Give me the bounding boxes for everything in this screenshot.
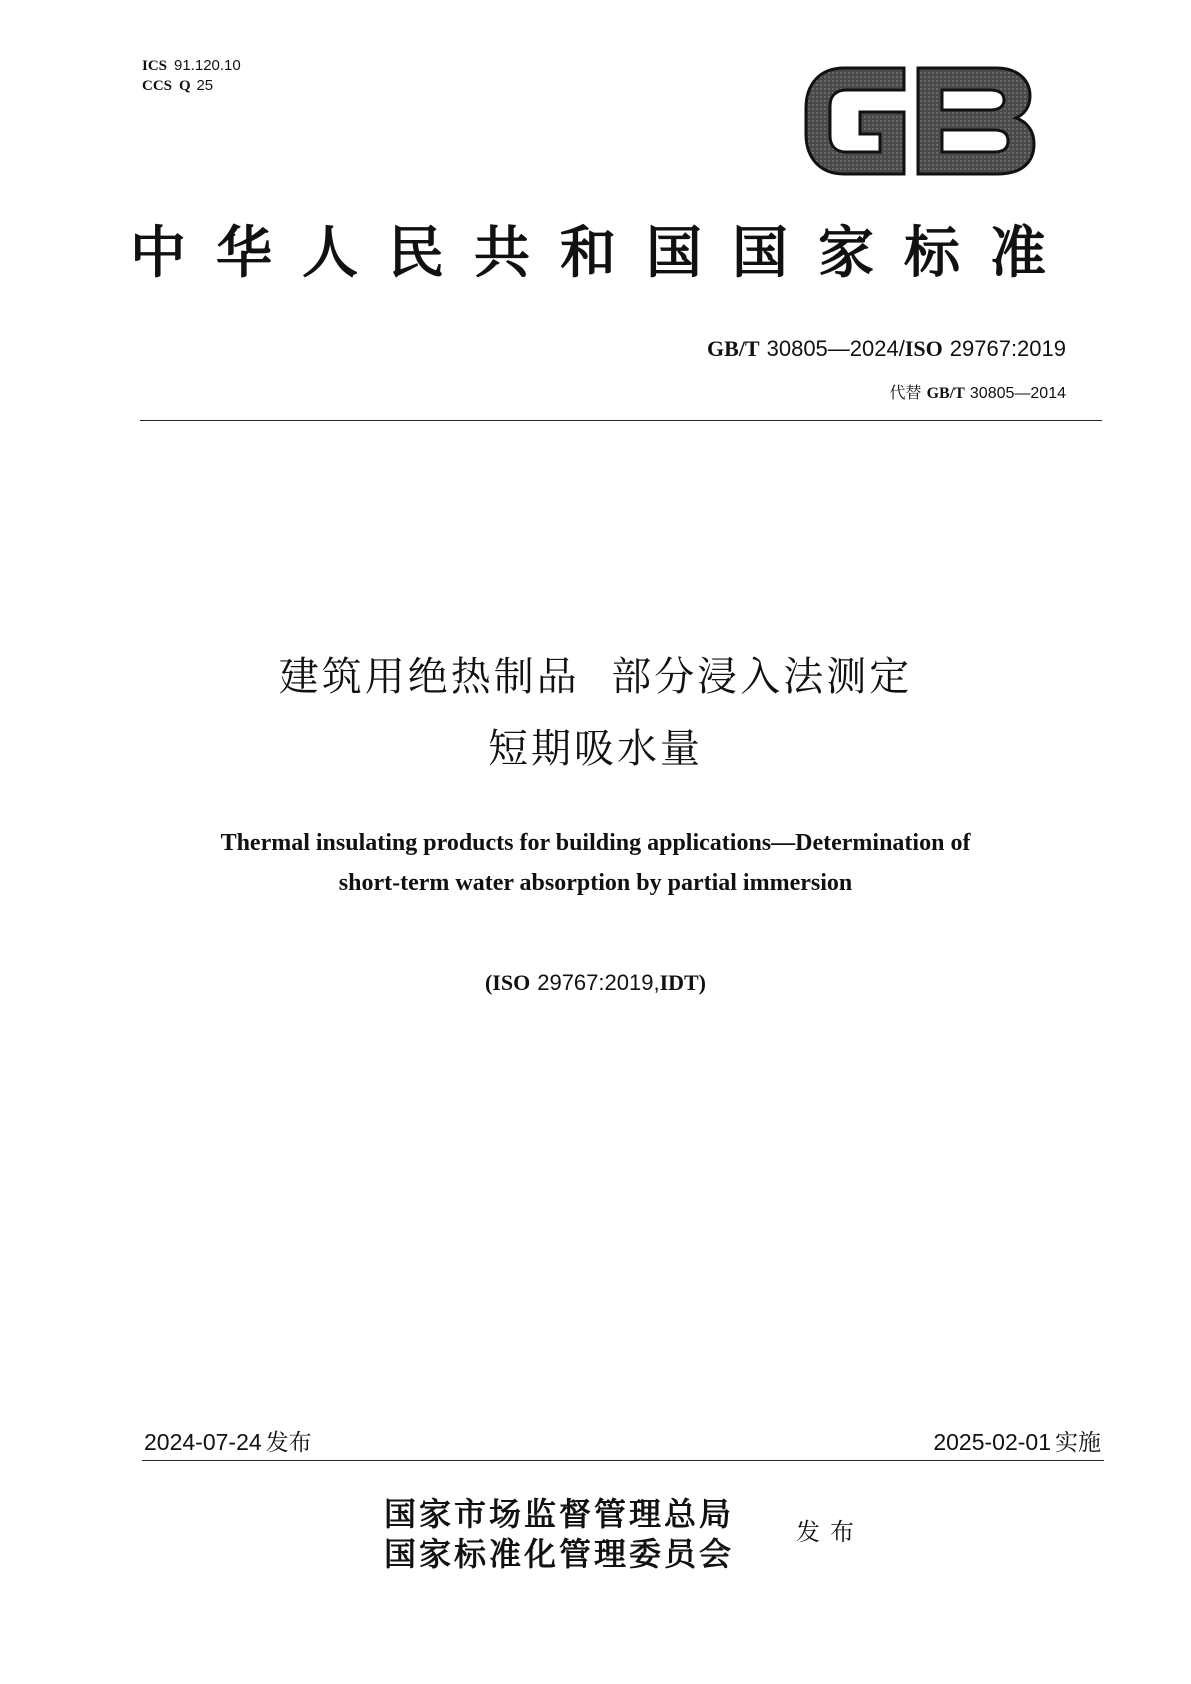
implementation-date bbox=[933, 1424, 1101, 1457]
publish-label: 发布 bbox=[796, 1518, 864, 1546]
gbt-prefix: GB/T bbox=[707, 336, 760, 361]
iso-prefix: ISO bbox=[904, 336, 943, 361]
gb-logo-g-shape bbox=[806, 68, 904, 174]
english-title-line1: Thermal insulating products for building applications—Determination of bbox=[220, 830, 971, 856]
replaces-number: 30805—2014 bbox=[969, 385, 1066, 402]
ccs-label: CCS bbox=[142, 78, 173, 94]
publisher-sac: 国家标准化管理委员会 bbox=[384, 1535, 735, 1573]
adoption-close: IDT) bbox=[659, 970, 707, 995]
standard-number bbox=[707, 336, 1066, 362]
chinese-title-line2: 短期吸水量 bbox=[488, 726, 703, 772]
english-title-line2: short-term water absorption by partial immersion bbox=[338, 870, 853, 896]
adoption-open: (ISO bbox=[484, 970, 531, 995]
chinese-title-line1: 建筑用绝热制品 部分浸入法测定 bbox=[278, 654, 913, 700]
classification-codes bbox=[142, 56, 241, 96]
issue-date-value: 2024-07-24 bbox=[144, 1429, 262, 1455]
iso-number: 29767:2019 bbox=[949, 336, 1066, 361]
ccs-letter: Q bbox=[179, 78, 191, 94]
issue-date bbox=[144, 1424, 312, 1457]
issue-date-label: 发布 bbox=[265, 1430, 312, 1456]
ics-code bbox=[142, 56, 241, 76]
publisher-samr: 国家市场监督管理总局 bbox=[384, 1495, 735, 1533]
ccs-number: 25 bbox=[196, 77, 214, 94]
national-standard-title: 中华人民共和国国家标准 bbox=[130, 221, 1076, 286]
top-divider bbox=[140, 420, 1102, 421]
gb-logo-b-shape bbox=[918, 68, 1034, 174]
bottom-divider bbox=[142, 1460, 1104, 1461]
replaces-standard bbox=[889, 380, 1066, 403]
replaces-label: 代替 bbox=[889, 383, 922, 402]
implementation-date-value: 2025-02-01 bbox=[933, 1429, 1051, 1455]
gb-logo bbox=[800, 60, 1040, 182]
adoption-number: 29767:2019, bbox=[537, 970, 660, 995]
adoption-note bbox=[0, 970, 1191, 996]
ics-value: 91.120.10 bbox=[174, 57, 241, 74]
ics-label: ICS bbox=[142, 58, 168, 74]
replaces-prefix: GB/T bbox=[926, 385, 965, 402]
implementation-date-label: 实施 bbox=[1055, 1430, 1101, 1456]
ccs-code bbox=[142, 76, 241, 96]
gbt-number: 30805—2024/ bbox=[766, 336, 905, 361]
